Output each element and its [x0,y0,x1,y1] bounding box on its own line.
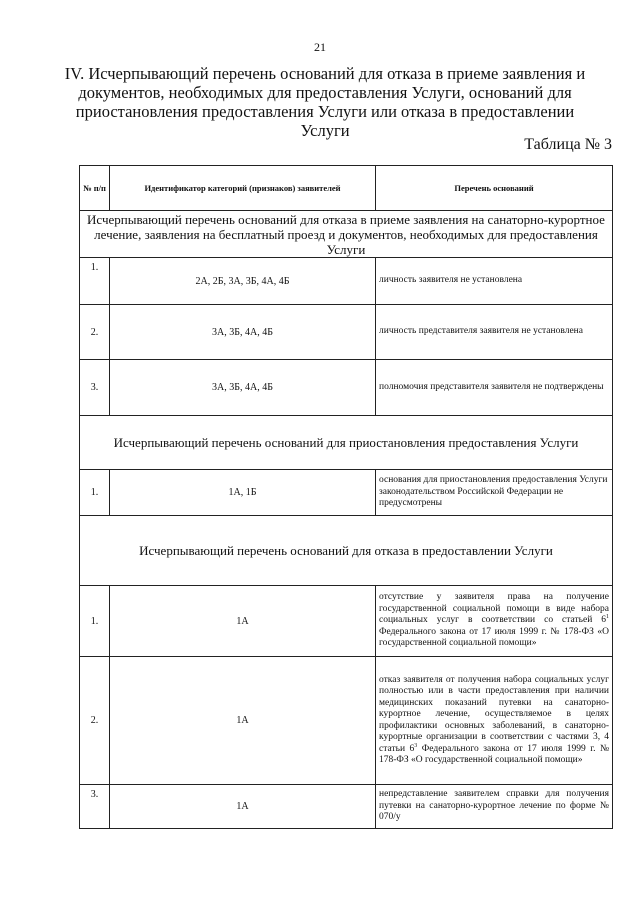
row-ids: 1А [110,586,376,657]
row-ids: 1А, 1Б [110,470,376,516]
reasons-table [79,165,613,829]
page-number: 21 [314,40,326,54]
table-row [80,785,613,829]
row-ids: 3А, 3Б, 4А, 4Б [110,360,376,416]
section-title-row [80,516,613,586]
row-reason-text: отказ заявителя от получения набора социальных услуг полностью или в части предоставления при наличии медицинских показаний путевки на санаторно-курортное лечение, осуществляемое в целях профилактики основных заболеваний, в санаторно-курортные организации в соответствии с частями 3, 4 статьи 6 [379,674,609,754]
table-header-row [80,166,613,211]
row-num: 3. [80,785,110,829]
header-num: № п/п [80,166,110,211]
table-row [80,470,613,516]
row-reason [376,586,613,657]
header-ids: Идентификатор категорий (признаков) заявителей [110,166,376,211]
row-ids: 1А [110,657,376,785]
section3-title: Исчерпывающий перечень оснований для отказа в предоставлении Услуги [80,516,613,586]
row-num: 3. [80,360,110,416]
table-caption: Таблица № 3 [524,136,612,153]
table-row [80,305,613,360]
section2-title: Исчерпывающий перечень оснований для приостановления предоставления Услуги [80,416,613,470]
row-ids: 1А [110,785,376,829]
row-reason-text: Федерального закона от 17 июля 1999 г. № 178-ФЗ «О государственной социальной помощи» [379,626,609,649]
table-row [80,586,613,657]
row-num: 2. [80,657,110,785]
row-reason-text: Федерального закона от 17 июля 1999 г. № 178-ФЗ «О государственной социальной помощи» [379,743,610,765]
table-row [80,258,613,305]
row-num: 2. [80,305,110,360]
row-reason: личность заявителя не установлена [376,258,613,305]
row-reason-text: отсутствие у заявителя права на получение государственной социальной помощи в виде набора социальных услуг в соответствии со статьей 6 [379,592,609,626]
row-reason: личность представителя заявителя не установлена [376,305,613,360]
header-reasons: Перечень оснований [376,166,613,211]
section-title-row [80,416,613,470]
row-num: 1. [80,258,110,305]
row-reason-sup: 3 [414,742,418,749]
row-ids: 2А, 2Б, 3А, 3Б, 4А, 4Б [110,258,376,305]
table-row [80,657,613,785]
row-ids: 3А, 3Б, 4А, 4Б [110,305,376,360]
row-reason: основания для приостановления предоставления Услуги законодательством Российской Федерации не предусмотрены [376,470,613,516]
section-heading: IV. Исчерпывающий перечень оснований для отказа в приеме заявления и документов, необходимых для предоставления Услуги, оснований для приостановления предоставления Услуги или отказа в предоставлении Услуги [64,64,586,140]
row-reason-sup: 1 [606,614,609,621]
row-reason [376,657,613,785]
row-reason: полномочия представителя заявителя не подтверждены [376,360,613,416]
row-num: 1. [80,470,110,516]
row-reason: непредставление заявителем справки для получения путевки на санаторно-курортное лечение по форме № 070/у [376,785,613,829]
row-num: 1. [80,586,110,657]
section-title-row [80,211,613,258]
table-row [80,360,613,416]
section1-title: Исчерпывающий перечень оснований для отказа в приеме заявления на санаторно-курортное лечение, заявления на бесплатный проезд и документов, необходимых для предоставления Услуги [80,211,613,258]
